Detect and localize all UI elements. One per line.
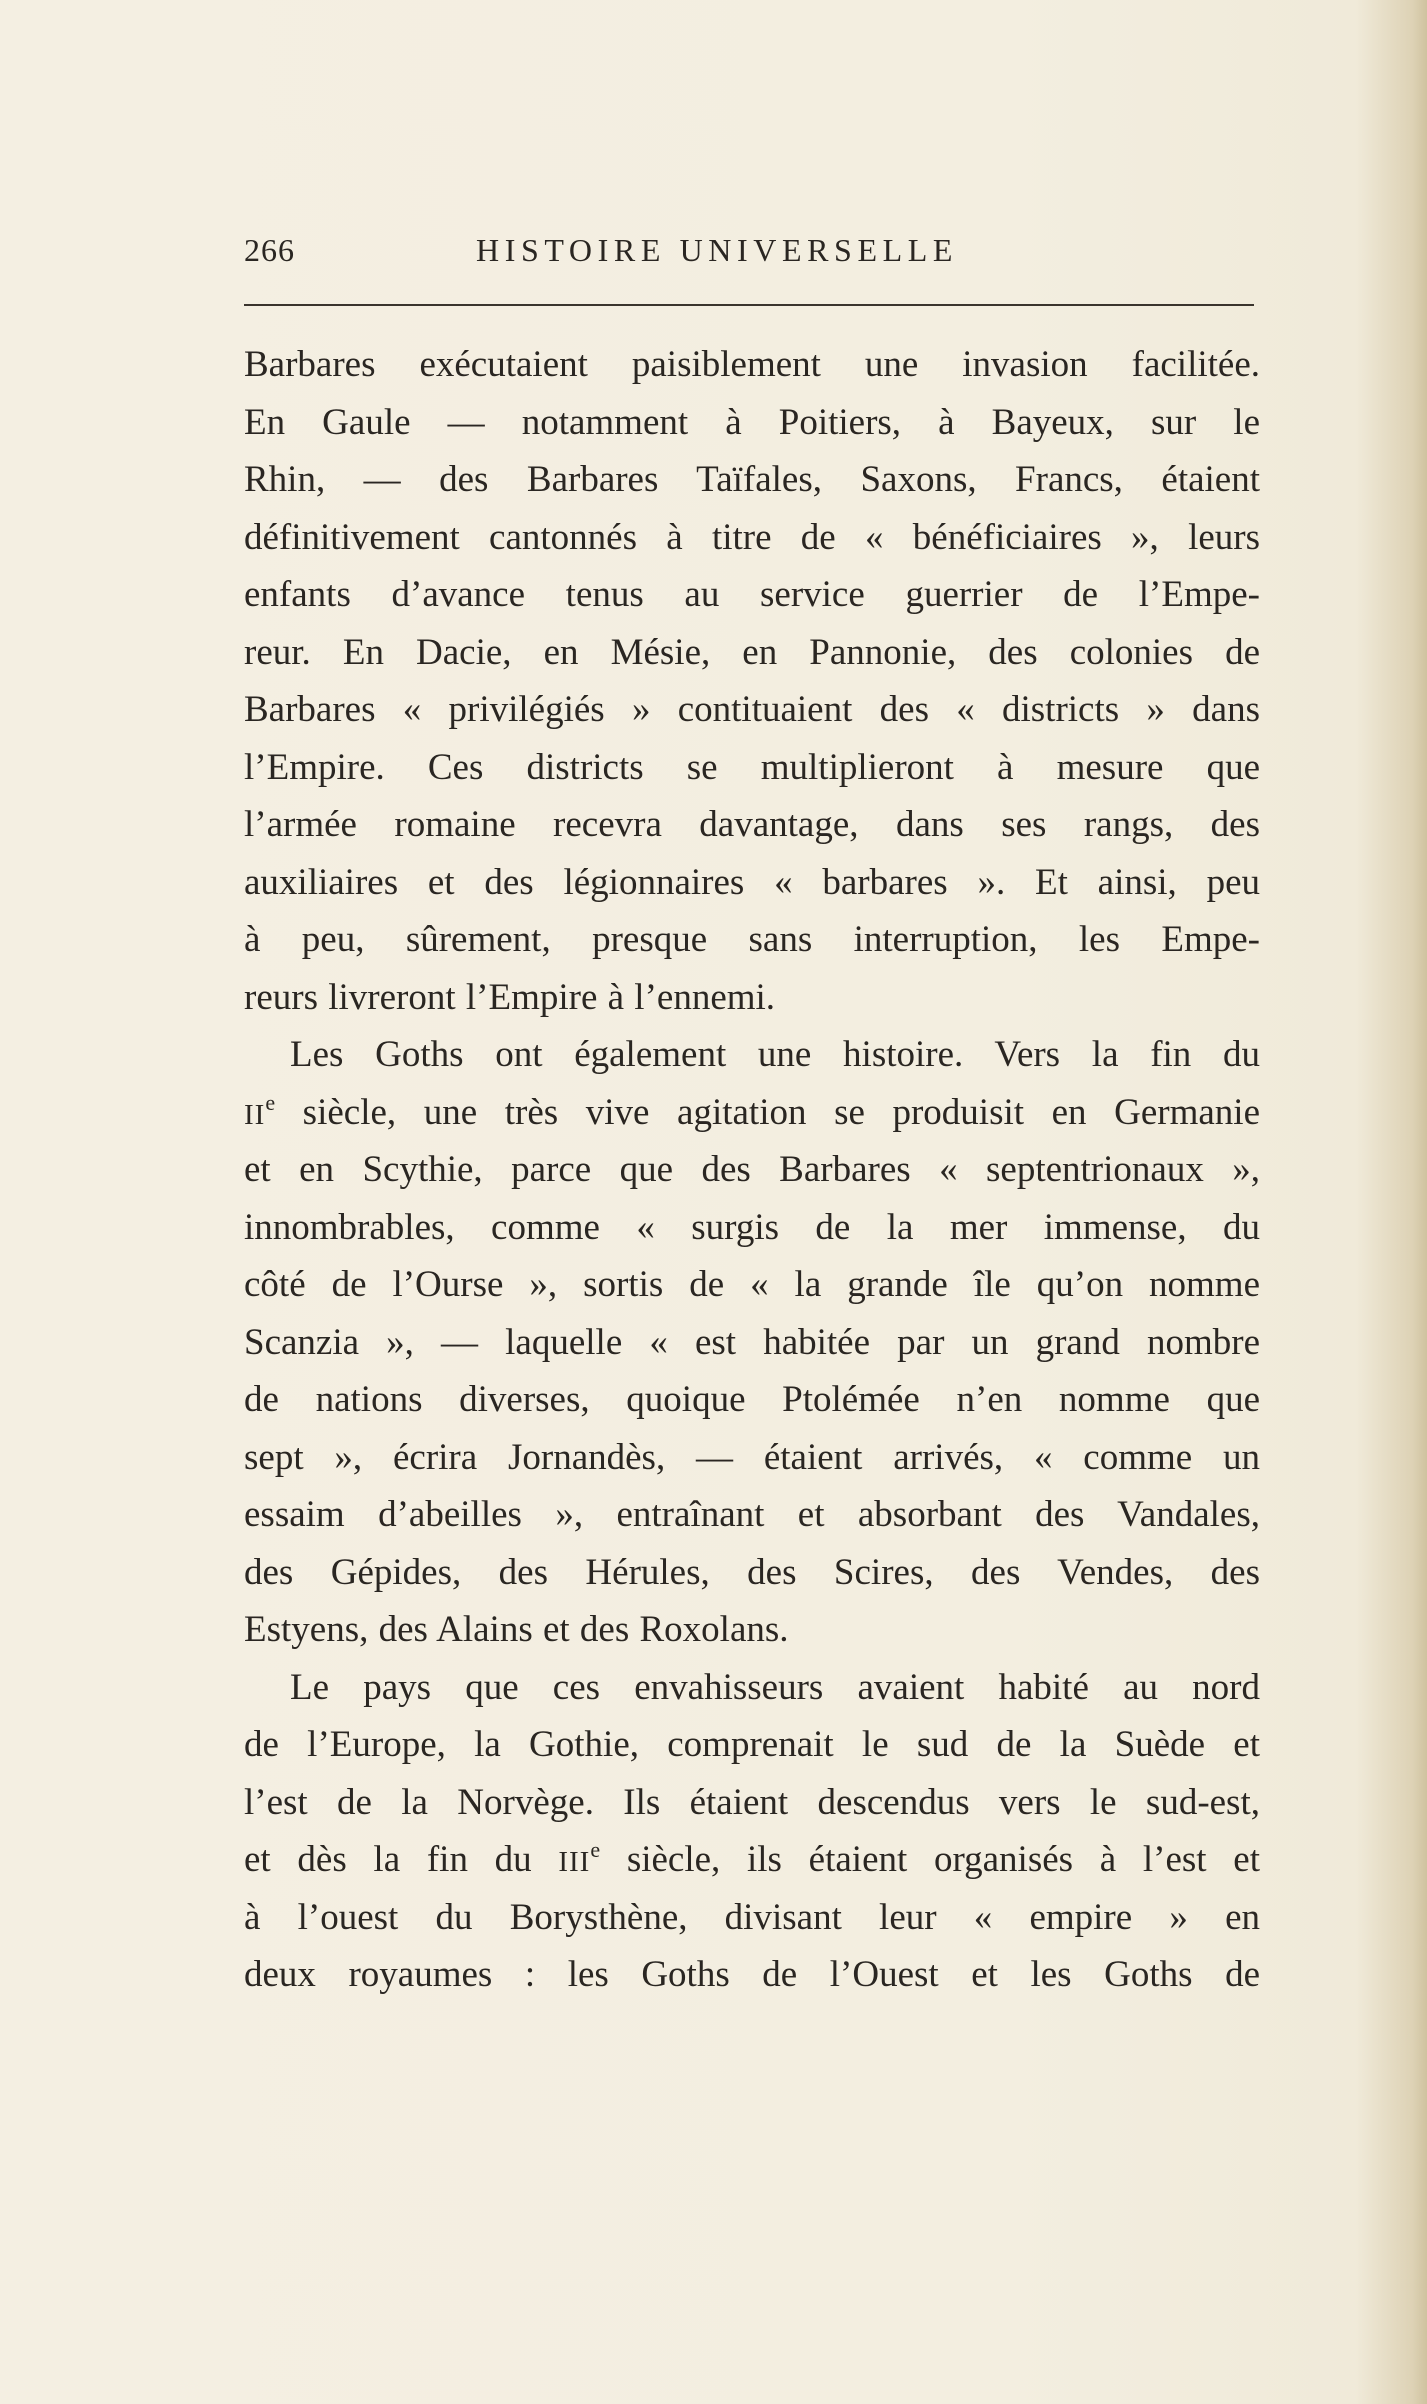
text-line: de l’Europe, la Gothie, comprenait le sud de la Suède et	[244, 1724, 1260, 1765]
text-line: sept », écrira Jornandès, — étaient arrivés, « comme un	[244, 1436, 1260, 1478]
text-line: Les Goths ont également une histoire. Vers la fin du	[290, 1034, 1260, 1075]
text-line: reur. En Dacie, en Mésie, en Pannonie, des colonies de	[244, 631, 1260, 673]
text-line: Rhin, — des Barbares Taïfales, Saxons, Francs, étaient	[244, 459, 1260, 500]
page-number: 266	[244, 232, 295, 268]
text-line: à l’ouest du Borysthène, divisant leur « empire » en	[244, 1896, 1260, 1938]
text-line	[244, 1084, 1260, 1142]
text-line: de nations diverses, quoique Ptolémée n’en nomme que	[244, 1379, 1260, 1420]
superscript: e	[590, 1837, 601, 1862]
text-line: auxiliaires et des légionnaires « barbares ». Et ainsi, peu	[244, 861, 1260, 903]
text-line: et en Scythie, parce que des Barbares « septentrionaux »,	[244, 1149, 1260, 1190]
body-text	[244, 336, 1264, 2004]
header-rule	[244, 304, 1254, 306]
running-title: HISTOIRE UNIVERSELLE	[476, 232, 959, 268]
text-line: l’Empire. Ces districts se multiplieront à mesure que	[244, 746, 1260, 788]
text-line: reurs livreront l’Empire à l’ennemi.	[244, 976, 776, 1018]
line-text: siècle, une très vive agitation se produisit en Germanie	[275, 1091, 1260, 1133]
line-text: siècle, ils étaient organisés à l’est et	[600, 1839, 1260, 1880]
text-line: à peu, sûrement, presque sans interruption, les Empe-	[244, 919, 1260, 960]
roman-numeral: II	[244, 1098, 266, 1131]
text-line: deux royaumes : les Goths de l’Ouest et les Goths de	[244, 1954, 1260, 1995]
text-line: des Gépides, des Hérules, des Scires, des Vendes, des	[244, 1551, 1260, 1593]
text-line: Barbares « privilégiés » contituaient des « districts » dans	[244, 689, 1260, 730]
text-line: Le pays que ces envahisseurs avaient habité au nord	[290, 1666, 1260, 1708]
text-line: Scanzia », — laquelle « est habitée par un grand nombre	[244, 1321, 1260, 1363]
text-line	[244, 1831, 1260, 1889]
roman-numeral: III	[558, 1846, 591, 1878]
text-line: l’est de la Norvège. Ils étaient descendus vers le sud-est,	[244, 1781, 1260, 1823]
text-line: En Gaule — notamment à Poitiers, à Bayeux, sur le	[244, 401, 1260, 443]
text-line: enfants d’avance tenus au service guerrier de l’Empe-	[244, 574, 1260, 615]
text-line: définitivement cantonnés à titre de « bénéficiaires », leurs	[244, 516, 1260, 558]
page-header	[244, 232, 1254, 282]
line-text-prefix: et dès la fin du	[244, 1839, 559, 1880]
text-line: côté de l’Ourse », sortis de « la grande île qu’on nomme	[244, 1264, 1260, 1305]
text-line: Estyens, des Alains et des Roxolans.	[244, 1609, 789, 1650]
text-line: l’armée romaine recevra davantage, dans ses rangs, des	[244, 804, 1260, 845]
text-line: essaim d’abeilles », entraînant et absorbant des Vandales,	[244, 1494, 1260, 1535]
text-line: innombrables, comme « surgis de la mer immense, du	[244, 1206, 1260, 1248]
superscript: e	[265, 1089, 276, 1115]
text-line: Barbares exécutaient paisiblement une invasion facilitée.	[244, 344, 1260, 385]
